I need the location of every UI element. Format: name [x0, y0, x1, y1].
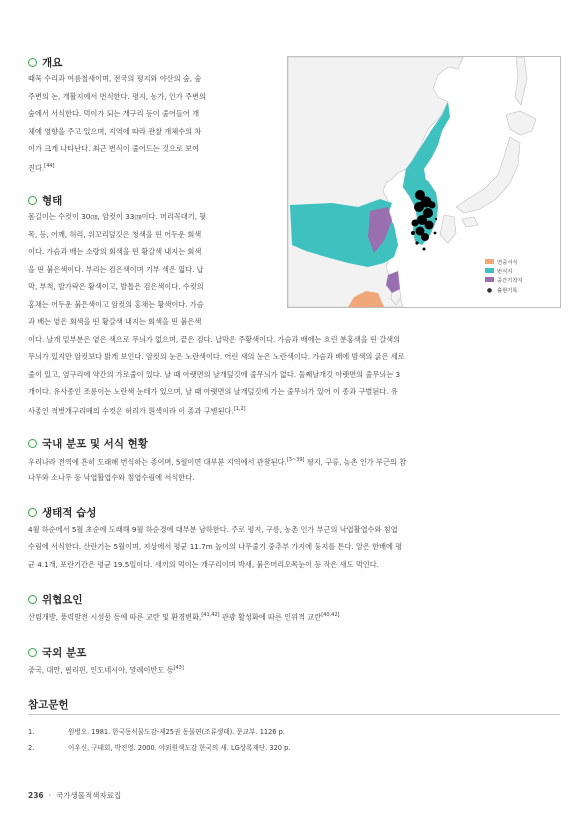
map-landmass-hokkaido — [506, 111, 536, 135]
citation: [40,42] — [321, 612, 340, 618]
legend-swatch — [485, 268, 494, 273]
map-legend — [485, 259, 523, 295]
legend-item: 번식지 — [485, 268, 523, 277]
bullet-ring-icon — [28, 439, 37, 448]
citation: [41,42] — [201, 612, 220, 618]
map-landmass-sakhalin — [515, 57, 527, 105]
threats-line: 산림개발, 풍력발전 시설물 등에 따른 교란 및 환경변화,[41,42] 관광 활성화에 따른 인위적 교란[40,42] — [28, 612, 340, 622]
legend-item: ● 출현기록 — [486, 287, 518, 294]
form-line: 무늬가 있지만 암컷보다 밝게 보인다. 암컷의 눈은 노란색이다. 어린 새의 눈은 노란색이다. 가슴과 배에 밤색의 굵은 세로 — [28, 352, 405, 361]
legend-swatch — [485, 277, 494, 282]
reference-item: 1. 원병오. 1981. 한국동식물도감-제25권 동물편(조류생태). 문교부. 1126 p. — [28, 728, 285, 736]
form-line: 과 배는 옅은 회색을 띤 황갈색 내지는 회색을 띤 붉은색 — [28, 317, 202, 326]
references-title: 참고문헌 — [28, 699, 69, 711]
citation: [43] — [173, 665, 184, 671]
ecology-line: 4월 하순에서 5월 초순에 도래해 9월 하순경에 대부분 남하한다. 주로 평지, 구릉, 농촌 인가 부근의 낙엽활엽수와 침엽 — [28, 525, 398, 534]
publication-title: 국가생물적색자료집 — [56, 791, 122, 800]
overview-line: 숲에서 서식한다. 먹이가 되는 개구리 등이 줄어들어 개 — [28, 109, 200, 118]
section-heading-threats: 위협요인 — [28, 592, 83, 607]
citation: [44] — [44, 163, 55, 169]
form-line: 이다. 날개 밑부분은 옅은 색으로 무늬가 없으며, 끝은 검다. 납막은 주황색이다. 가슴과 배에는 흐린 분홍색을 띤 갈색의 — [28, 335, 401, 344]
form-line: 목, 등, 어깨, 허리, 위꼬리덮깃은 청색을 띤 어두운 회색 — [28, 230, 202, 239]
section-heading-distribution: 국내 분포 및 서식 현황 — [28, 436, 148, 451]
form-line: 개이다. 유사종인 조롱이는 노란색 눈테가 있으며, 날 때 아랫면의 날개덮깃에 가는 줄무늬가 있어 이 종과 구별된다. 유 — [28, 387, 398, 396]
references-divider — [28, 714, 560, 715]
legend-item: 연중서식 — [485, 259, 523, 268]
reference-item: 2. 이우신, 구태회, 박진영. 2000. 야외원색도감 한국의 새. LG상록재단. 320 p. — [28, 744, 291, 752]
bullet-ring-icon — [28, 508, 37, 517]
legend-item: 중간기착지 — [485, 277, 523, 286]
overview-line: 이가 크게 나타난다. 최근 번식이 줄어드는 것으로 보여 — [28, 144, 200, 153]
bullet-ring-icon — [28, 58, 37, 67]
form-line: 줄이 있고, 옆구리에 약간의 가로줄이 있다. 날 때 아랫면의 날개덮깃에 줄무늬가 없다. 둘째날개깃 아랫면의 줄무늬는 3 — [28, 370, 401, 379]
map-landmass-shikoku — [462, 217, 478, 227]
form-line: 이다. 가슴과 배는 소량의 회색을 띤 황갈색 내지는 회색 — [28, 247, 202, 256]
overview-line: 체에 영향을 주고 있으며, 지역에 따라 관찰 개체수의 차 — [28, 127, 202, 136]
distribution-line: 나무와 소나무 등 낙엽활엽수와 침엽수림에 서식한다. — [28, 473, 195, 482]
footer-separator: · — [48, 791, 52, 800]
abroad-line: 중국, 대만, 필리핀, 인도네시아, 말레이반도 등[43] — [28, 665, 184, 675]
section-heading-ecology: 생태적 습성 — [28, 505, 96, 520]
record-dot-icon: ● — [486, 287, 493, 294]
map-landmass-honshu — [456, 137, 520, 213]
bullet-ring-icon — [28, 648, 37, 657]
form-line: 을 띤 붉은색이다. 부리는 검은색이며 기부 색은 엷다. 납 — [28, 265, 204, 274]
overview-line: 때묵 수리과 여름철새이며, 전국의 평지와 야산의 숲, 숲 — [28, 74, 202, 83]
page-number: 236 — [28, 791, 44, 800]
form-line-last: 사종인 적벗개구리매의 수컷은 허리가 흰색이라 이 종과 구별된다.[1,2] — [28, 406, 246, 416]
bullet-ring-icon — [28, 196, 37, 205]
form-line: 홍채는 어두운 붉은색이고 암컷의 홍채는 황색이다. 가슴 — [28, 300, 204, 309]
ecology-line: 수림에 서식한다. 산란기는 5월이며, 지상에서 평균 11.7m 높이의 나무줄기 중추부 가지에 둥지를 튼다. 알은 한배에 평 — [28, 542, 403, 551]
ecology-line: 균 4.1개, 포란기간은 평균 19.5일이다. 새끼의 먹이는 개구리이며 박새, 붉은머리오목눈이 등 작은 새도 먹인다. — [28, 560, 379, 569]
distribution-line: 우리나라 전역에 흔히 도래해 번식하는 종이며, 5월이면 대부분 지역에서 관찰된다.[3~39] 평지, 구릉, 농촌 인가 부근의 참 — [28, 457, 407, 467]
form-line: 몸길이는 수컷이 30㎝, 암컷이 33㎝이다. 머리꼭대기, 뒷 — [28, 212, 207, 221]
legend-swatch — [485, 259, 494, 264]
citation: [3~39] — [286, 457, 305, 463]
page-footer — [28, 790, 121, 801]
section-heading-abroad: 국외 분포 — [28, 645, 86, 660]
map-landmass-kyushu — [440, 215, 456, 243]
citation: [1,2] — [233, 406, 246, 412]
form-line: 막, 부척, 발가락은 황색이고, 발톱은 검은색이다. 수컷의 — [28, 282, 204, 291]
map-landmass-mainland — [288, 57, 463, 307]
section-heading-overview: 개요 — [28, 55, 62, 70]
overview-line: 주변의 논, 개활지에서 번식한다. 평지, 농가, 인가 주변의 — [28, 92, 206, 101]
overview-line-last: 진다.[44] — [28, 163, 55, 173]
bullet-ring-icon — [28, 595, 37, 604]
section-heading-form: 형태 — [28, 193, 62, 208]
